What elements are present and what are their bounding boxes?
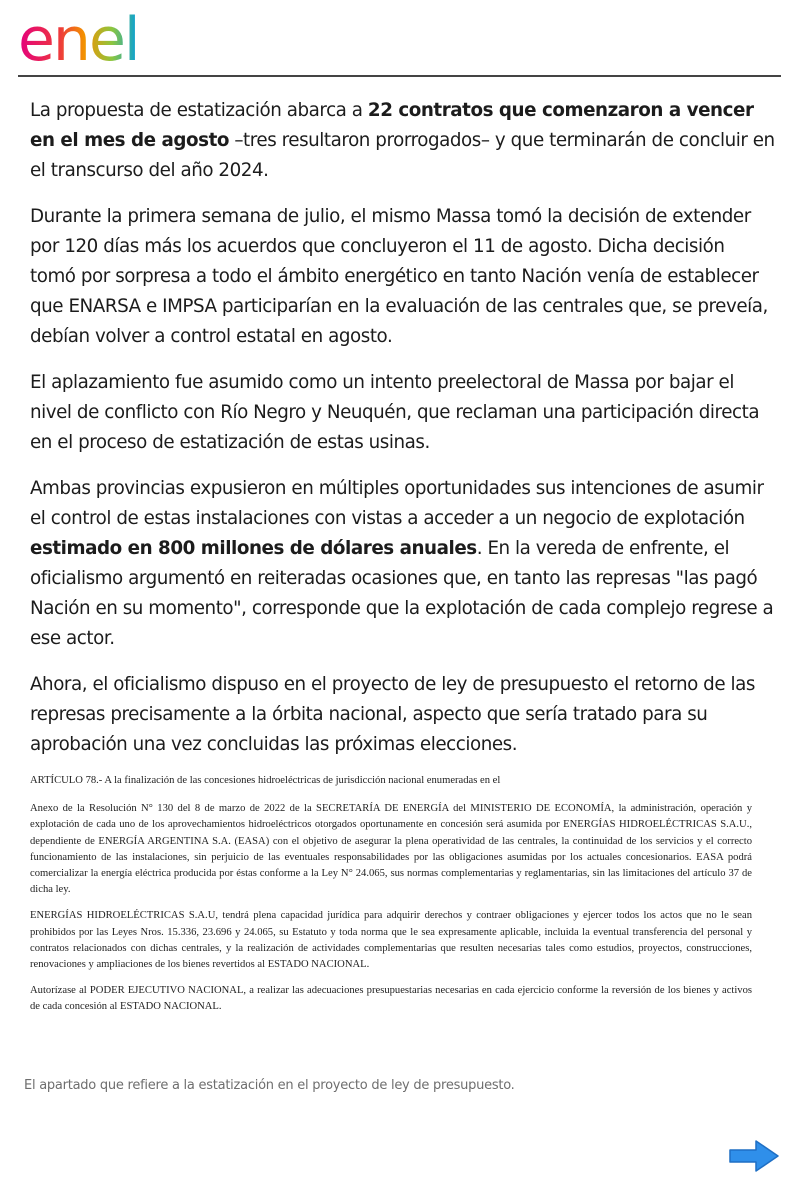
site-header: [18, 0, 781, 77]
paragraph-3: El aplazamiento fue asumido como un intento preelectoral de Massa por bajar el nivel de conflicto con Río Negro y Neuquén, que reclaman una participación directa en el proceso de estatización de estas usinas.: [30, 372, 760, 453]
law-article-heading: ARTÍCULO 78.- A la finalización de las concesiones hidroeléctricas de jurisdicción nacional enumeradas en el: [30, 775, 501, 786]
law-paragraph-3: Autorízase al PODER EJECUTIVO NACIONAL, a realizar las adecuaciones presupuestarias necesarias en cada ejercicio conforme la reversión de los bienes y activos de cada concesión al ESTADO NACIONAL.: [30, 985, 752, 1013]
article-body: [30, 96, 775, 776]
law-paragraph-1: Anexo de la Resolución N° 130 del 8 de marzo de 2022 de la SECRETARÍA DE ENERGÍA del MINISTERIO DE ECONOMÍA, la administración, operación y explotación de cada uno de los aprovechamientos hidroeléctricos otorgados oportunamente en concesión será asumida por ENERGÍAS HIDROELÉCTRICAS S.A.U., dependiente de ENERGÍA ARGENTINA S.A. (EASA) con el objetivo de asegurar la plena operatividad de las centrales, la continuidad de los servicios y el correcto funcionamiento de las instalaciones, sin perjuicio de las eventuales responsabilidades por las obligaciones asumidas por los actuales concesionarios. EASA podrá comercializar la energía eléctrica producida por éstas conforme a la Ley N° 24.065, sus normas complementarias y reglamentarias, sin las limitaciones del artículo 37 de dicha ley.: [30, 803, 752, 896]
enel-logo[interactable]: [18, 4, 178, 70]
paragraph-5: Ahora, el oficialismo dispuso en el proyecto de ley de presupuesto el retorno de las represas precisamente a la órbita nacional, aspecto que sería tratado para su aprobación una vez concluidas las próximas elecciones.: [30, 674, 755, 755]
arrow-right-icon[interactable]: [728, 1138, 780, 1174]
law-excerpt-image: [30, 773, 752, 1026]
law-paragraph-2: ENERGÍAS HIDROELÉCTRICAS S.A.U, tendrá plena capacidad jurídica para adquirir derechos y contraer obligaciones y ejercer todos los actos que no le sean prohibidos por las Leyes Nros. 15.336, 23.696 y 24.065, su Estatuto y toda norma que le sea expresamente aplicable, incluida la eventual transferencia del personal y contratos relacionados con dichas centrales, y la realización de actividades complementarias que resulten necesarias tales como estudios, proyectos, construcciones, renovaciones y ampliaciones de los bienes revertidos al ESTADO NACIONAL.: [30, 910, 752, 971]
logo-wordmark: enel: [18, 5, 139, 66]
paragraph-1: La propuesta de estatización abarca a 22 contratos que comenzaron a vencer en el mes de agosto –tres resultaron prorrogados– y que terminarán de concluir en el transcurso del año 2024.: [30, 100, 775, 181]
image-caption: El apartado que refiere a la estatización en el proyecto de ley de presupuesto.: [24, 1078, 515, 1093]
paragraph-4: Ambas provincias expusieron en múltiples oportunidades sus intenciones de asumir el control de estas instalaciones con vistas a acceder a un negocio de explotación estimado en 800 millones de dólares anuales. En la vereda de enfrente, el oficialismo argumentó en reiteradas ocasiones que, en tanto las represas "las pagó Nación en su momento", corresponde que la explotación de cada complejo regrese a ese actor.: [30, 478, 774, 649]
paragraph-2: Durante la primera semana de julio, el mismo Massa tomó la decisión de extender por 120 días más los acuerdos que concluyeron el 11 de agosto. Dicha decisión tomó por sorpresa a todo el ámbito energético en tanto Nación venía de establecer que ENARSA e IMPSA participarían en la evaluación de las centrales que, se preveía, debían volver a control estatal en agosto.: [30, 206, 768, 347]
